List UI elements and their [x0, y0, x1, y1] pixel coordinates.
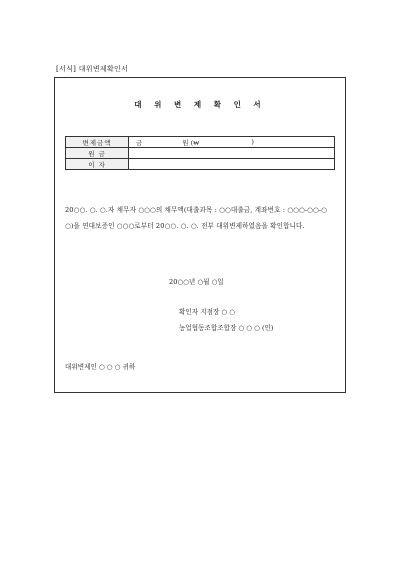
- principal-label: 원 금: [66, 148, 129, 159]
- amount-label: 변제금액: [66, 137, 129, 148]
- confirmer-line-2: 농업협동조합조합장 ○ ○ ○ (인): [179, 324, 274, 332]
- principal-value: [129, 148, 335, 159]
- document-frame: [54, 77, 346, 393]
- amount-close: ): [251, 137, 254, 146]
- table-row: [66, 148, 335, 159]
- amount-prefix: 금: [136, 138, 143, 147]
- amount-table: [65, 136, 335, 170]
- interest-value: [129, 159, 335, 170]
- form-label: [서식] 대위변제확인서: [56, 65, 129, 73]
- issue-date: 20○○년 ○월 ○일: [169, 278, 224, 286]
- amount-won: 원 (₩: [182, 138, 200, 147]
- table-row: [66, 159, 335, 170]
- confirmer-line-1: 확인자 지점장 ○ ○: [179, 308, 236, 316]
- document-title: 대 위 변 제 확 인 서: [134, 100, 266, 109]
- body-text: 20○○. ○. ○.자 채무자 ○○○의 채무액(대출과목 : ○○대출금, 계좌번호 : ○○○-○○-○○)을 연대보증인 ○○○로부터 20○○. ○. ○. 전부 대위변제하였음을 확인합니다.: [65, 206, 328, 230]
- interest-label: 이 자: [66, 159, 129, 170]
- table-row: [66, 137, 335, 148]
- recipient-line: 대위변제인 ○ ○ ○ 귀하: [65, 363, 136, 371]
- amount-value: [129, 137, 335, 148]
